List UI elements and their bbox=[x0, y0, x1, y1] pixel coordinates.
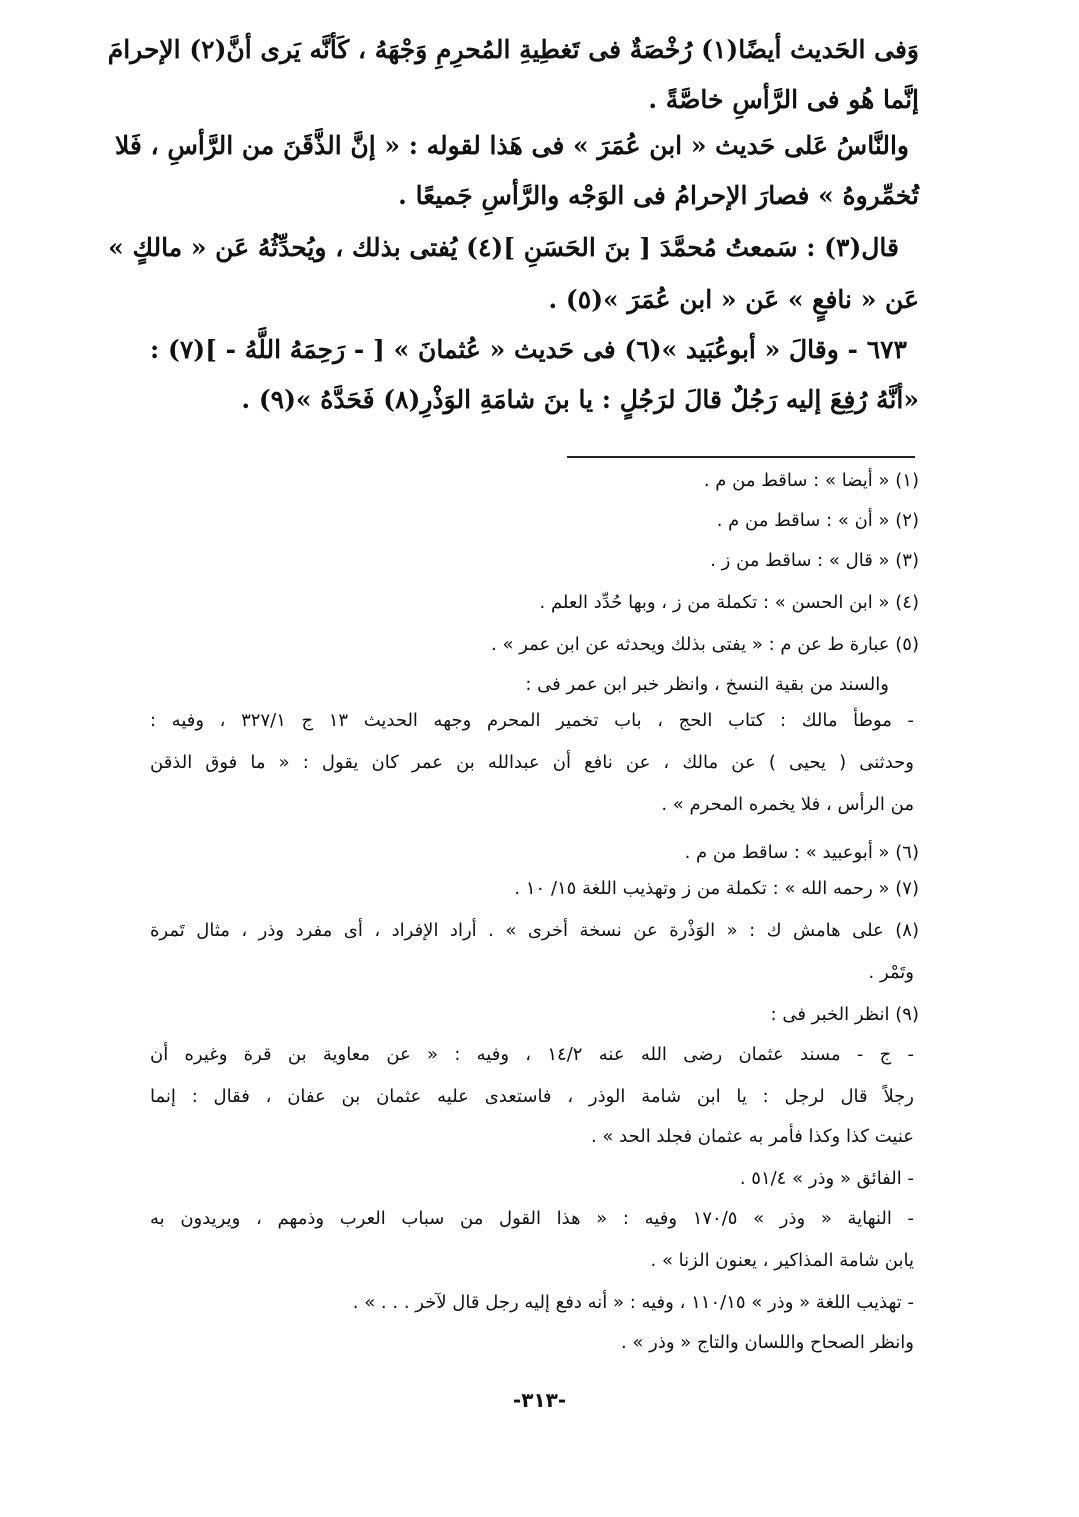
footnote-line: - تهذيب اللغة « وذر » ١١٠/١٥ ، وفيه : « أنه دفع إليه رجل قال لآخر . . . » . bbox=[352, 1292, 914, 1313]
footnote-line: (٨) على هامش ك : « الوَذْرة عن نسخة أخرى » . أراد الإفراد ، أى مفرد وذر ، مثال تَمرة bbox=[150, 920, 919, 941]
footnote-line: (٧) « رحمه الله » : تكملة من ز وتهذيب اللغة ١٥/ ١٠ . bbox=[514, 878, 919, 899]
footnote-line: والسند من بقية النسخ ، وانظر خبر ابن عمر فى : bbox=[525, 674, 889, 695]
footnote-line: يابن شامة المذاكير ، يعنون الزنا » . bbox=[650, 1250, 914, 1271]
main-text-line: وَفى الحَديث أيضًا(١) رُخْصَةٌ فى تَغطِيةِ المُحرِمِ وَجْهَهُ ، كَأنَّه يَرى أنَّ(٢) الإحرامَ bbox=[107, 35, 919, 64]
footnote-line: رجلاً قال لرجل : يا ابن شامة الوذر ، فاستعدى عليه عثمان بن عفان ، فقال : إنما bbox=[150, 1086, 914, 1107]
main-text-line: والنَّاسُ عَلى حَديث « ابن عُمَرَ » فى هَذا لقوله : « إنَّ الذَّقَنَ من الرَّأسِ ، فَلا bbox=[115, 131, 909, 160]
footnote-line: من الرأس ، فلا يخمره المحرم » . bbox=[661, 794, 914, 815]
footnote-line: - الفائق « وذر » ٥١/٤ . bbox=[739, 1168, 914, 1189]
main-text-line: عَن « نافعٍ » عَن « ابن عُمَرَ »(٥) . bbox=[548, 285, 919, 314]
footnote-line: (٣) « قال » : ساقط من ز . bbox=[710, 550, 919, 571]
page-number: -٣١٣- bbox=[512, 1388, 567, 1412]
footnote-line: (٢) « أن » : ساقط من م . bbox=[716, 510, 919, 531]
footnote-separator bbox=[567, 456, 915, 458]
footnote-line: عنيت كذا وكذا فأمر به عثمان فجلد الحد » . bbox=[590, 1126, 914, 1147]
footnote-line: وتَمْر . bbox=[868, 962, 914, 983]
main-text-line: إنَّما هُو فى الرَّأسِ خاصَّةً . bbox=[648, 85, 919, 114]
footnote-line: (٥) عبارة ط عن م : « يفتى بذلك ويحدثه عن ابن عمر » . bbox=[491, 634, 919, 655]
main-text-line: تُخمِّروهُ » فصارَ الإحرامُ فى الوَجْه والرَّأسِ جَميعًا . bbox=[398, 181, 919, 210]
main-text-line: قال(٣) : سَمعتُ مُحمَّدَ [ بنَ الحَسَنِ ](٤) يُفتى بذلك ، ويُحدِّثُهُ عَن « مالكٍ » bbox=[108, 233, 899, 262]
footnote-line: (٩) انظر الخبر فى : bbox=[770, 1004, 919, 1025]
main-text-line: ٦٧٣ - وقالَ « أبوعُبَيد »(٦) فى حَديث « عُثمانَ » [ - رَحِمَهُ اللَّهُ - ](٧) : bbox=[150, 335, 907, 364]
footnote-line: وانظر الصحاح واللسان والتاج « وذر » . bbox=[620, 1332, 914, 1353]
footnote-line: (١) « أيضا » : ساقط من م . bbox=[703, 470, 919, 491]
footnote-line: (٦) « أبوعبيد » : ساقط من م . bbox=[684, 842, 919, 863]
footnote-line: - ج - مسند عثمان رضى الله عنه ١٤/٢ ، وفيه : « عن معاوية بن قرة وغيره أن bbox=[150, 1044, 915, 1065]
footnote-line: وحدثنى ( يحيى ) عن مالك ، عن نافع أن عبدالله بن عمر كان يقول : « ما فوق الذقن bbox=[150, 752, 914, 773]
footnote-line: - النهاية « وذر » ١٧٠/٥ وفيه : « هذا القول من سباب العرب وذمهم ، ويريدون به bbox=[150, 1208, 914, 1229]
main-text-line: «أنَّهُ رُفِعَ إليه رَجُلٌ قالَ لرَجُلٍ : يا بنَ شامَةِ الوَذْرِ(٨) فَحَدَّهُ »(٩) . bbox=[241, 385, 919, 414]
footnote-line: - موطأ مالك : كتاب الحج ، باب تخمير المحرم وجهه الحديث ١٣ ج ٣٢٧/١ ، وفيه : bbox=[150, 710, 914, 731]
footnote-line: (٤) « ابن الحسن » : تكملة من ز ، وبها حُدِّد العلم . bbox=[539, 592, 919, 613]
